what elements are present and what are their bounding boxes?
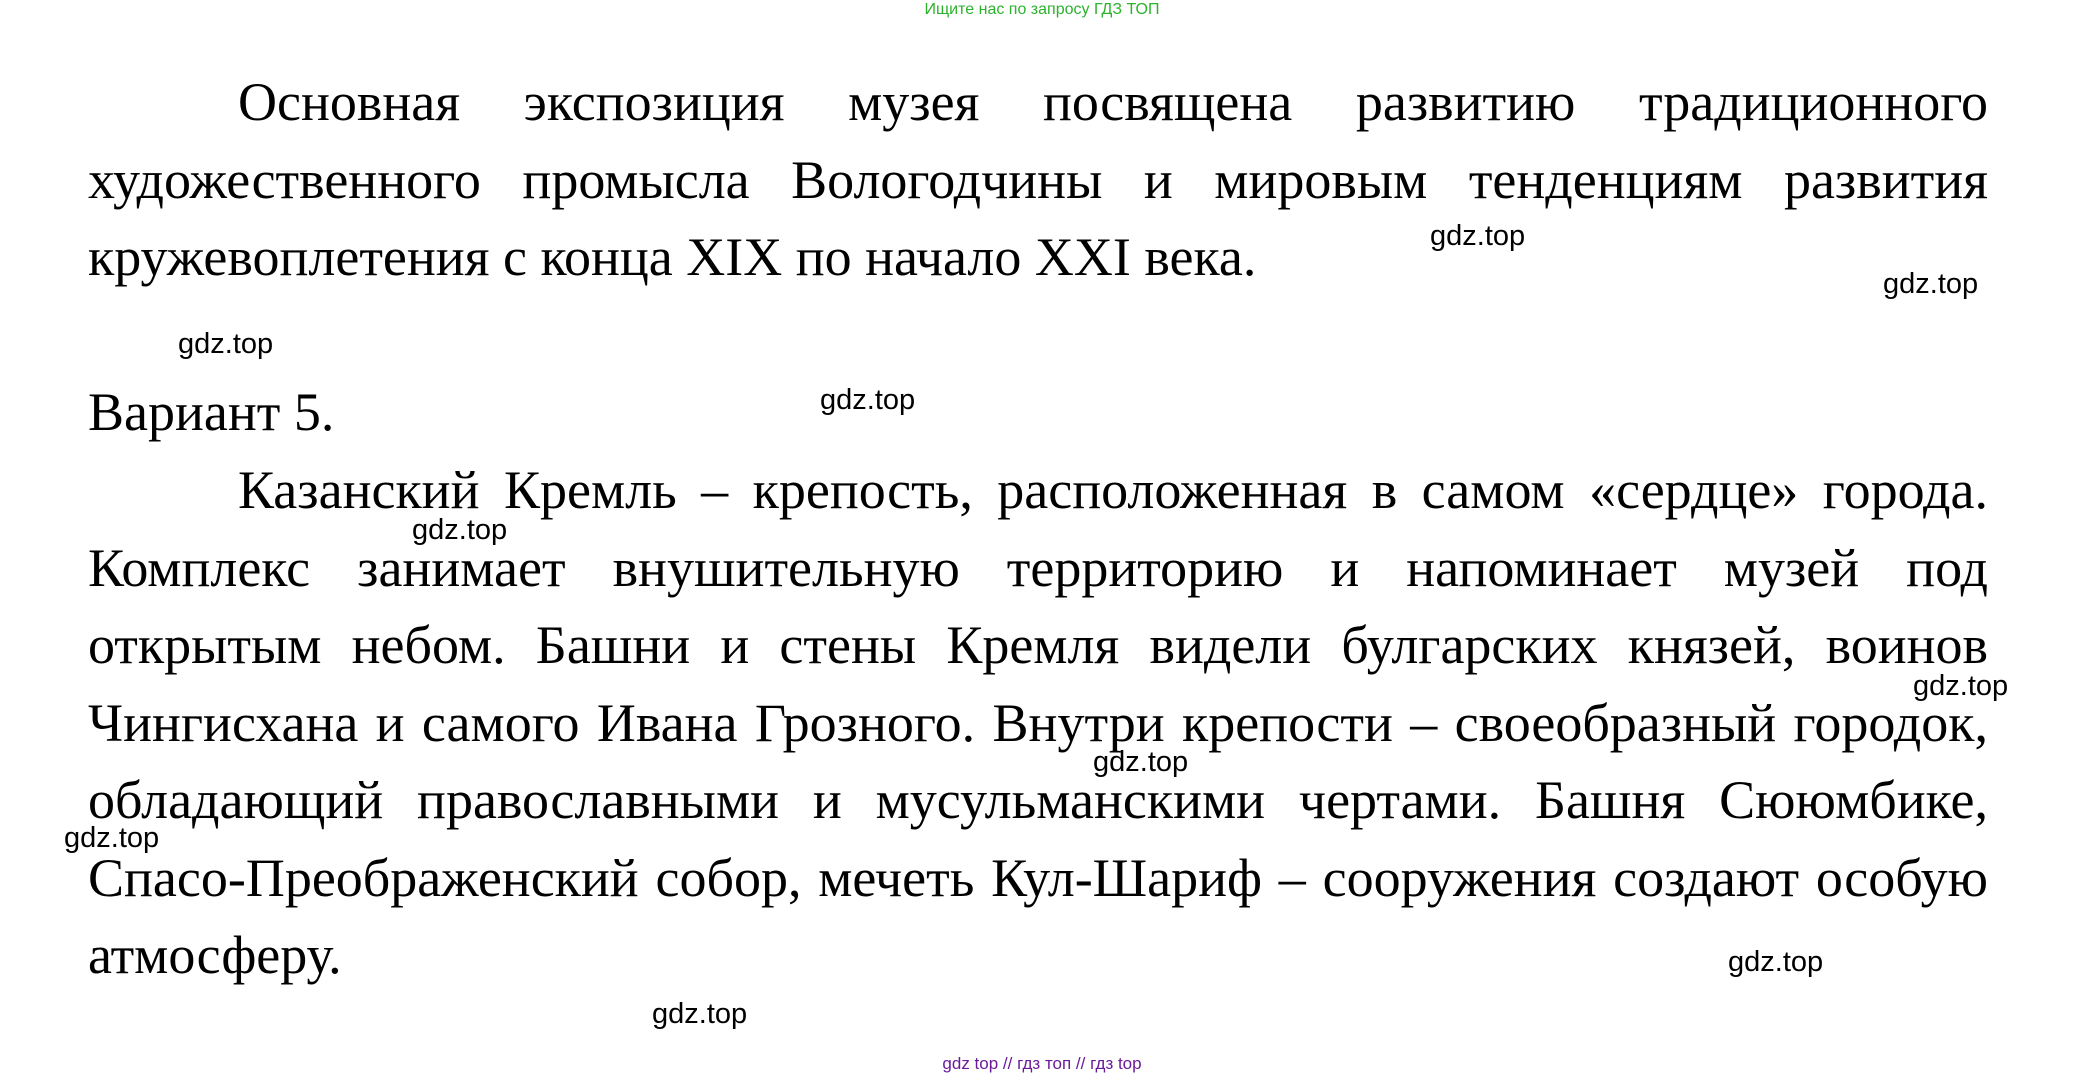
watermark: gdz.top [820, 384, 916, 416]
paragraph-museum [88, 64, 1988, 297]
watermark: gdz.top [1728, 946, 1824, 978]
paragraph-kazan-kremlin [88, 452, 1988, 995]
paragraph-2-text: Казанский Кремль – крепость, расположенная в самом «сердце» города. Комплекс занимает внушительную территорию и напоминает музей под открытым небом. Башни и стены Кремля видели булгарских князей, воинов Чингисхана и самого Ивана Грозного. Внутри крепости – своеобразный городок, обладающий православными и мусульманскими чертами. Башня Сююмбике, Спасо-Преображенский собор, мечеть Кул-Шариф – сооружения создают особую атмосферу. [88, 460, 1988, 985]
footer-watermark: gdz top // гдз топ // гдз top [942, 1054, 1142, 1073]
variant-heading-text: Вариант 5. [88, 382, 335, 442]
paragraph-1-text: Основная экспозиция музея посвящена развитию традиционного художественного промысла Вологодчины и мировым тенденциям развития кружевоплетения с конца XIX по начало XXI века. [88, 72, 1988, 287]
variant-heading [88, 374, 1988, 452]
search-banner: Ищите нас по запросу ГДЗ ТОП [924, 1, 1160, 18]
watermark: gdz.top [64, 822, 160, 854]
watermark: gdz.top [1430, 220, 1526, 252]
watermark: gdz.top [1913, 670, 2009, 702]
watermark: gdz.top [1883, 268, 1979, 300]
watermark: gdz.top [652, 998, 748, 1030]
watermark: gdz.top [1093, 746, 1189, 778]
watermark: gdz.top [178, 328, 274, 360]
watermark: gdz.top [412, 514, 508, 546]
